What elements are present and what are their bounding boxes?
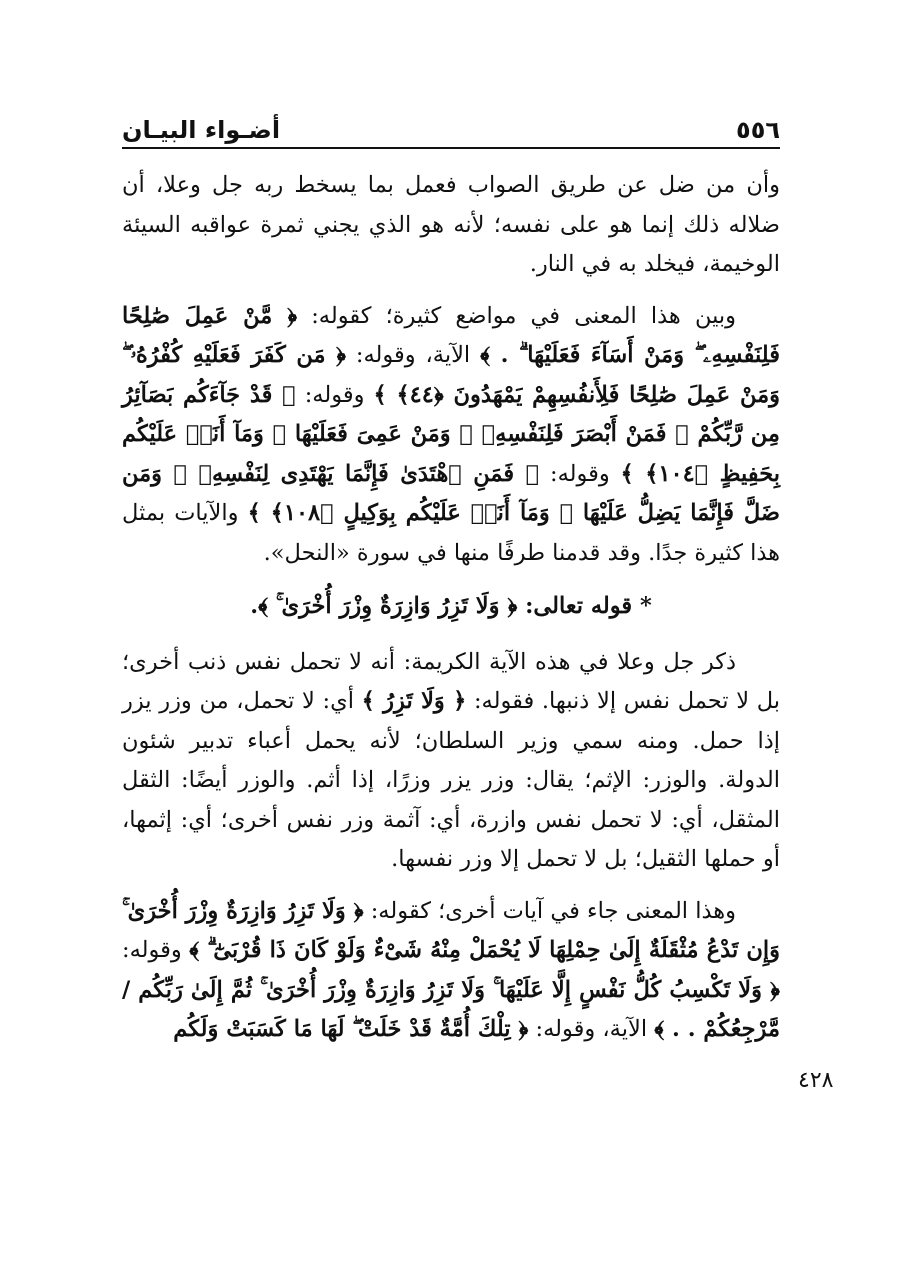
- quran-verse: ﴿ وَلَا تَكْسِبُ كُلُّ نَفْسٍ إِلَّا عَلَيْهَا ۚ وَلَا تَزِرُ وَازِرَةٌ وِزْرَ أُخْرَىٰ ۚ ثُمَّ إِلَىٰ رَبِّكُم / مَّرْجِعُكُمْ . . ﴾: [122, 976, 780, 1042]
- text-run: وقوله:: [122, 937, 190, 963]
- quran-verse: ﴿ قَدْ جَآءَكُم بَصَآئِرُ مِن رَّبِّكُمْ ۖ فَمَنْ أَبْصَرَ فَلِنَفْسِهِۦ ۖ وَمَنْ عَمِىَ فَعَلَيْهَا ۚ وَمَآ أَنَا۠ عَلَيْكُم بِحَفِيظٍ ﴿١٠٤﴾ ﴾: [122, 381, 780, 487]
- book-title: أضـواء البيـان: [122, 116, 281, 144]
- text-run: وبين هذا المعنى في مواضع كثيرة؛ كقوله:: [297, 302, 736, 329]
- quran-verse: ﴿ فَمَنِ ٱهْتَدَىٰ فَإِنَّمَا يَهْتَدِى لِنَفْسِهِۦ ۖ وَمَن ضَلَّ فَإِنَّمَا يَضِلُّ عَلَيْهَا ۖ وَمَآ أَنَا۠ عَلَيْكُم بِوَكِيلٍ ﴿١٠٨﴾ ﴾: [122, 460, 780, 526]
- paragraph-2: [122, 297, 780, 574]
- page-body: [122, 166, 780, 1226]
- quran-verse: ﴿ مَّنْ عَمِلَ صَٰلِحًا فَلِنَفْسِهِۦ ۖ وَمَنْ أَسَآءَ فَعَلَيْهَا ۗ . ﴾: [122, 302, 781, 368]
- paragraph-3: [122, 643, 780, 880]
- text-run: أي: لا تحمل، من وزر يزر إذا حمل. ومنه سمي وزير السلطان؛ لأنه يحمل أعباء تدبير شئون الدولة. والوزر: الإثم؛ يقال: وزر يزر وزرًا، إذا أثم. والوزر أيضًا: الثقل المثقل، أي: لا تحمل نفس وازرة، أي: آثمة وزر نفس أخرى؛ أي: إثمها، أو حملها الثقيل؛ بل لا تحمل إلا وزر نفسها.: [122, 688, 780, 872]
- text-run: وهذا المعنى جاء في آيات أخرى؛ كقوله:: [363, 897, 737, 924]
- page-header: [122, 100, 780, 144]
- margin-page-number: ٤٢٨: [798, 1068, 834, 1093]
- header-rule: [122, 147, 780, 149]
- text-run: وقوله:: [295, 381, 374, 408]
- text-run: وقوله:: [539, 460, 621, 487]
- quran-verse: ﴿ وَلَا تَزِرُ وَازِرَةٌ وِزْرَ أُخْرَىٰ ۚ وَإِن تَدْعُ مُثْقَلَةٌ إِلَىٰ حِمْلِهَا لَا يُحْمَلْ مِنْهُ شَىْءٌ وَلَوْ كَانَ ذَا قُرْبَىٰٓ ۗ ﴾: [122, 897, 780, 963]
- quran-verse: ﴿ تِلْكَ أُمَّةٌ قَدْ خَلَتْ ۖ لَهَا مَا كَسَبَتْ وَلَكُم: [173, 1016, 529, 1042]
- section-heading: * قوله تعالى: ﴿ وَلَا تَزِرُ وَازِرَةٌ وِزْرَ أُخْرَىٰ ۚ ﴾.: [250, 593, 652, 619]
- paragraph-1: وأن من ضل عن طريق الصواب فعمل بما يسخط ربه جل وعلا، أن ضلاله ذلك إنما هو على نفسه؛ لأنه هو الذي يجني ثمرة عواقبه السيئة الوخيمة، فيخلد به في النار.: [122, 172, 780, 277]
- text-run: الآية، وقوله:: [528, 1016, 655, 1042]
- quran-verse: ﴿ وَلَا تَزِرُ ﴾: [361, 688, 467, 714]
- text-run: والآيات بمثل هذا كثيرة جدًا. وقد قدمنا طرفًا منها في سورة «النحل».: [122, 500, 780, 566]
- text-run: الآية، وقوله:: [346, 342, 481, 368]
- quran-verse: ﴿ مَن كَفَرَ فَعَلَيْهِ كُفْرُهُۥ ۖ وَمَنْ عَمِلَ صَٰلِحًا فَلِأَنفُسِهِمْ يَمْهَدُونَ ﴿٤٤﴾ ﴾: [122, 342, 781, 408]
- page-number: ٥٥٦: [736, 116, 780, 144]
- paragraph-4: [122, 892, 780, 1050]
- text-run: ذكر جل وعلا في هذه الآية الكريمة: أنه لا تحمل نفس ذنب أخرى؛ بل لا تحمل نفس إلا ذنبها. فقوله:: [122, 648, 781, 714]
